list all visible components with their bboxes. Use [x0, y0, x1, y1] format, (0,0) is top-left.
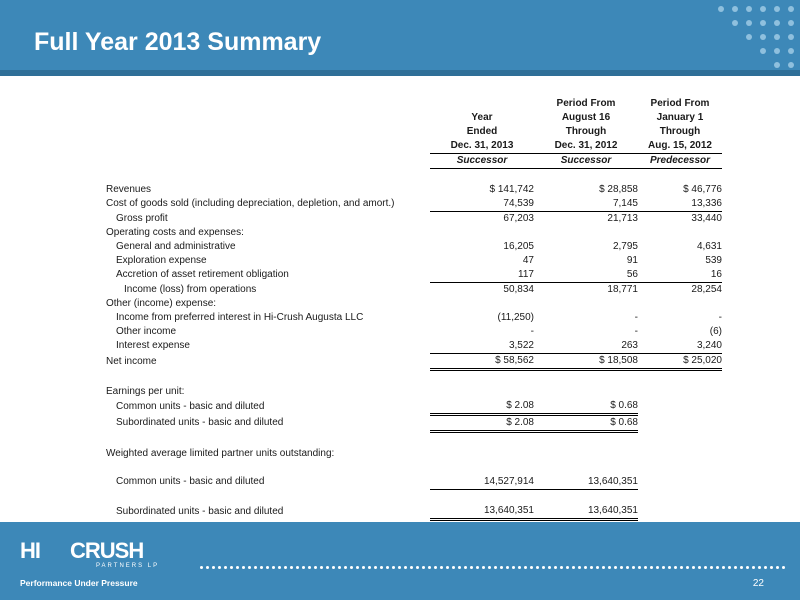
header-row-3	[106, 125, 722, 139]
footer-dot	[662, 566, 665, 569]
col2-period: Dec. 31, 2012	[534, 139, 638, 154]
footer-dot	[524, 566, 527, 569]
row-label: Net income	[106, 355, 157, 367]
footer-dot	[656, 566, 659, 569]
footer-dot	[242, 566, 245, 569]
footer-dot	[716, 566, 719, 569]
cell-value: -	[634, 312, 638, 323]
footer-dot	[620, 566, 623, 569]
footer-dot	[536, 566, 539, 569]
footer-dot	[578, 566, 581, 569]
page-title: Full Year 2013 Summary	[34, 28, 322, 56]
footer-dot	[482, 566, 485, 569]
col2-line2: August 16	[561, 112, 611, 123]
cell-value: 7,145	[534, 197, 638, 212]
footer-dot	[512, 566, 515, 569]
table-row	[106, 297, 722, 311]
col3-line2: January 1	[656, 112, 704, 123]
footer-dot	[560, 566, 563, 569]
cell-value: (11,250)	[497, 312, 534, 323]
header-row-4	[106, 139, 722, 154]
cell-value: 14,527,914	[430, 475, 534, 490]
logo-tagline: Performance Under Pressure	[20, 578, 138, 588]
table-row	[106, 197, 722, 212]
table-row	[106, 504, 722, 520]
row-label: Common units - basic and diluted	[116, 400, 265, 412]
footer-dot	[746, 566, 749, 569]
footer-dot	[584, 566, 587, 569]
footer-dot	[212, 566, 215, 569]
footer-dot	[374, 566, 377, 569]
footer-dot	[452, 566, 455, 569]
footer-dot	[356, 566, 359, 569]
table-row	[106, 447, 722, 461]
footer-dot	[296, 566, 299, 569]
cell-value: -	[718, 312, 722, 323]
footer-dot	[206, 566, 209, 569]
footer-dot	[332, 566, 335, 569]
footer-dot	[506, 566, 509, 569]
cell-value: 74,539	[430, 197, 534, 212]
footer-dot	[764, 566, 767, 569]
footer-dot	[698, 566, 701, 569]
col2-status: Successor	[534, 154, 638, 169]
cell-value: $ 2.08	[430, 399, 534, 415]
financial-summary-table	[106, 97, 722, 521]
cell-value: $ 28,858	[599, 184, 638, 195]
header-row-1	[106, 97, 722, 111]
footer-dot	[548, 566, 551, 569]
table-row	[106, 399, 722, 415]
cell-value: 16,205	[503, 241, 534, 252]
cell-value: 28,254	[691, 284, 722, 295]
col3-status: Predecessor	[638, 154, 722, 169]
section-label: Operating costs and expenses:	[106, 227, 244, 238]
cell-value: 3,522	[430, 339, 534, 354]
footer-dot	[416, 566, 419, 569]
footer-dot	[518, 566, 521, 569]
cell-value: $ 2.08	[430, 415, 534, 432]
status-row	[106, 154, 722, 169]
footer-dot	[728, 566, 731, 569]
footer-dot	[590, 566, 593, 569]
footer-dot	[230, 566, 233, 569]
row-label: Accretion of asset retirement obligation	[116, 269, 289, 281]
logo-partners: PARTNERS LP	[96, 563, 160, 569]
row-label: General and administrative	[116, 241, 236, 252]
footer-dot	[740, 566, 743, 569]
footer-dot	[566, 566, 569, 569]
cell-value: $ 0.68	[534, 399, 638, 415]
cell-value: 16	[638, 268, 722, 283]
footer-dot	[680, 566, 683, 569]
logo-word-crush: CRUSH	[70, 538, 144, 563]
cell-value: $ 46,776	[683, 184, 722, 195]
footer-dot	[488, 566, 491, 569]
footer-dot	[290, 566, 293, 569]
footer-dot	[266, 566, 269, 569]
footer-dot	[554, 566, 557, 569]
cell-value: 13,640,351	[534, 475, 638, 490]
table-row	[106, 325, 722, 339]
footer-dot	[668, 566, 671, 569]
footer-dot	[644, 566, 647, 569]
table-row	[106, 226, 722, 240]
cell-value: 91	[626, 255, 638, 266]
footer-dot	[440, 566, 443, 569]
cell-value: 263	[534, 339, 638, 354]
footer-dot	[308, 566, 311, 569]
col1-line3: Ended	[466, 126, 498, 137]
col3-line3: Through	[659, 126, 701, 137]
footer-dot	[272, 566, 275, 569]
cell-value: 4,631	[696, 241, 722, 252]
footer-dot	[692, 566, 695, 569]
table-row	[106, 339, 722, 354]
footer-dot	[776, 566, 779, 569]
cell-value: 3,240	[638, 339, 722, 354]
col3-period: Aug. 15, 2012	[638, 139, 722, 154]
footer-dot	[704, 566, 707, 569]
footer-dot	[428, 566, 431, 569]
col1-line1	[430, 97, 534, 111]
footer-dot	[434, 566, 437, 569]
footer-dot	[638, 566, 641, 569]
table-row	[106, 268, 722, 283]
cell-value: 33,440	[691, 213, 722, 224]
footer-dot	[338, 566, 341, 569]
table-row	[106, 283, 722, 298]
cell-value: 67,203	[503, 213, 534, 224]
cell-value: 13,336	[638, 197, 722, 212]
cell-value: 13,640,351	[534, 504, 638, 520]
footer-dot	[596, 566, 599, 569]
footer-dot	[386, 566, 389, 569]
footer-dot	[248, 566, 251, 569]
cell-value: 117	[430, 268, 534, 283]
footer-dot	[782, 566, 785, 569]
cell-value: $ 18,508	[534, 354, 638, 370]
row-label: Cost of goods sold (including depreciation, depletion, and amort.)	[106, 198, 395, 210]
footer-dot	[422, 566, 425, 569]
footer-dot	[368, 566, 371, 569]
row-label: Gross profit	[116, 212, 168, 224]
cell-value: $ 0.68	[534, 415, 638, 432]
header-shade	[0, 70, 800, 76]
footer-dot	[464, 566, 467, 569]
footer-dot	[236, 566, 239, 569]
footer-dot	[410, 566, 413, 569]
footer-dot	[458, 566, 461, 569]
footer-dot	[350, 566, 353, 569]
footer-dot	[284, 566, 287, 569]
decorative-dots	[710, 0, 800, 76]
table-row	[106, 385, 722, 399]
cell-value: 13,640,351	[430, 504, 534, 520]
table-row	[106, 240, 722, 254]
table-row	[106, 212, 722, 227]
footer-dot	[380, 566, 383, 569]
row-label: Common units - basic and diluted	[116, 476, 265, 488]
footer-dot	[278, 566, 281, 569]
footer-dot	[734, 566, 737, 569]
page-number: 22	[752, 578, 764, 589]
col1-line2: Year	[471, 112, 493, 123]
cell-value: 2,795	[612, 241, 638, 252]
cell-value: -	[530, 326, 534, 337]
cell-value: 539	[705, 255, 722, 266]
footer-dot	[758, 566, 761, 569]
footer-dot	[470, 566, 473, 569]
cell-value: (6)	[709, 326, 722, 337]
footer-dot	[218, 566, 221, 569]
cell-value: -	[634, 326, 638, 337]
col1-status: Successor	[430, 154, 534, 169]
row-label: Revenues	[106, 184, 152, 195]
cell-value: $ 141,742	[489, 184, 534, 195]
footer-dot	[254, 566, 257, 569]
footer-dot	[626, 566, 629, 569]
footer-dot	[530, 566, 533, 569]
footer-dot	[770, 566, 773, 569]
footer-dot	[224, 566, 227, 569]
footer-dot	[722, 566, 725, 569]
cell-value: 47	[522, 255, 534, 266]
row-label: Subordinated units - basic and diluted	[116, 417, 284, 428]
table-row	[106, 311, 722, 325]
footer-dot	[752, 566, 755, 569]
footer-dot	[302, 566, 305, 569]
row-label: Interest expense	[116, 340, 190, 352]
cell-value: 21,713	[607, 213, 638, 224]
footer-dot	[320, 566, 323, 569]
table-row	[106, 475, 722, 490]
logo-word-hi: HI	[20, 538, 40, 563]
hi-crush-logo	[20, 538, 170, 594]
footer-dots	[200, 566, 800, 570]
footer-dot	[392, 566, 395, 569]
footer-dot	[710, 566, 713, 569]
cell-value: $ 25,020	[638, 354, 722, 370]
footer-dot	[404, 566, 407, 569]
cell-value: 50,834	[503, 284, 534, 295]
section-label: Weighted average limited partner units outstanding:	[106, 448, 335, 459]
footer-dot	[344, 566, 347, 569]
col3-line1: Period From	[650, 98, 710, 109]
row-label: Income (loss) from operations	[124, 283, 257, 295]
footer-dot	[446, 566, 449, 569]
row-label: Exploration expense	[116, 255, 207, 266]
footer-dot	[398, 566, 401, 569]
footer-dot	[314, 566, 317, 569]
footer-dot	[542, 566, 545, 569]
cell-value: 56	[534, 268, 638, 283]
footer-dot	[260, 566, 263, 569]
section-label: Earnings per unit:	[106, 386, 185, 397]
footer-dot	[500, 566, 503, 569]
col2-line3: Through	[565, 126, 607, 137]
table-row	[106, 183, 722, 197]
footer-dot	[362, 566, 365, 569]
footer-dot	[602, 566, 605, 569]
footer-dot	[476, 566, 479, 569]
row-label: Subordinated units - basic and diluted	[116, 505, 284, 517]
footer-dot	[650, 566, 653, 569]
footer-dot	[608, 566, 611, 569]
footer-dot	[674, 566, 677, 569]
cell-value: 18,771	[607, 284, 638, 295]
section-label: Other (income) expense:	[106, 298, 217, 309]
footer-dot	[494, 566, 497, 569]
table-row	[106, 354, 722, 370]
col2-line1: Period From	[556, 98, 616, 109]
footer-dot	[632, 566, 635, 569]
footer-dot	[200, 566, 203, 569]
row-label: Other income	[116, 326, 177, 337]
cell-value: $ 58,562	[430, 354, 534, 370]
col1-period: Dec. 31, 2013	[430, 139, 534, 154]
footer-dot	[326, 566, 329, 569]
footer-dot	[572, 566, 575, 569]
table-row	[106, 415, 722, 432]
table-row	[106, 254, 722, 268]
footer-dot	[614, 566, 617, 569]
header-row-2	[106, 111, 722, 125]
row-label: Income from preferred interest in Hi-Crush Augusta LLC	[116, 312, 364, 323]
footer-dot	[686, 566, 689, 569]
